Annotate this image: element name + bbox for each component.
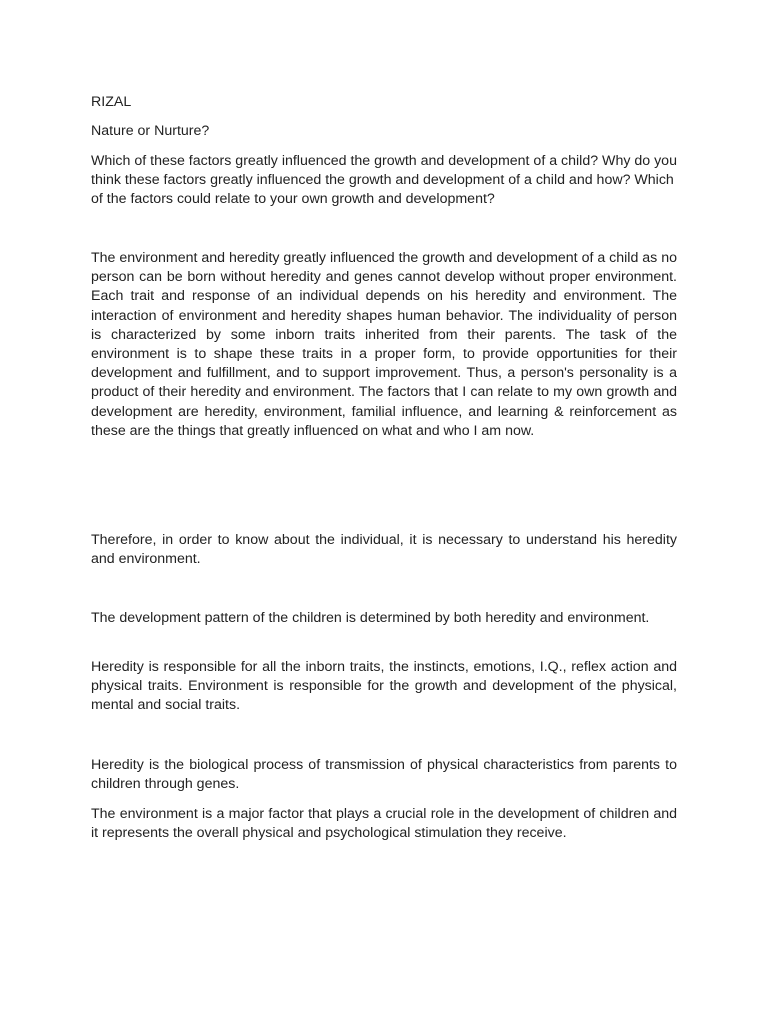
heredity-responsible-paragraph: Heredity is responsible for all the inborn traits, the instincts, emotions, I.Q., reflex action and physical traits. Environment is responsible for the growth and development of the physical, mental and social traits. <box>91 659 677 714</box>
answer-paragraph: The environment and heredity greatly influenced the growth and development of a child as no person can be born without heredity and genes cannot develop without proper environment. Each trait and response of an individual depends on his heredity and environment. The interaction of environment and heredity shapes human behavior. The individuality of person is characterized by some inborn traits inherited from their parents. The task of the environment is to shape these traits in a proper form, to provide opportunities for their development and fulfillment, and to support improvement. Thus, a person's personality is a product of their heredity and environment. The factors that I can relate to my own growth and development are heredity, environment, familial influence, and learning & reinforcement as these are the things that greatly influenced on what and who I am now. <box>91 250 677 439</box>
heredity-definition-paragraph: Heredity is the biological process of transmission of physical characteristics from parents to children through genes. <box>91 757 677 793</box>
document-subheading: Nature or Nurture? <box>91 123 210 139</box>
environment-definition-paragraph: The environment is a major factor that plays a crucial role in the development of children and it represents the overall physical and psychological stimulation they receive. <box>91 806 677 842</box>
development-pattern-paragraph: The development pattern of the children is determined by both heredity and environment. <box>91 610 650 626</box>
therefore-paragraph: Therefore, in order to know about the individual, it is necessary to understand his heredity and environment. <box>91 532 677 568</box>
question-paragraph: Which of these factors greatly influenced the growth and development of a child? Why do you think these factors greatly influenced the growth and development of a child and how? Which of the factors could relate to your own growth and development? <box>91 153 677 208</box>
document-heading: RIZAL <box>91 94 132 110</box>
